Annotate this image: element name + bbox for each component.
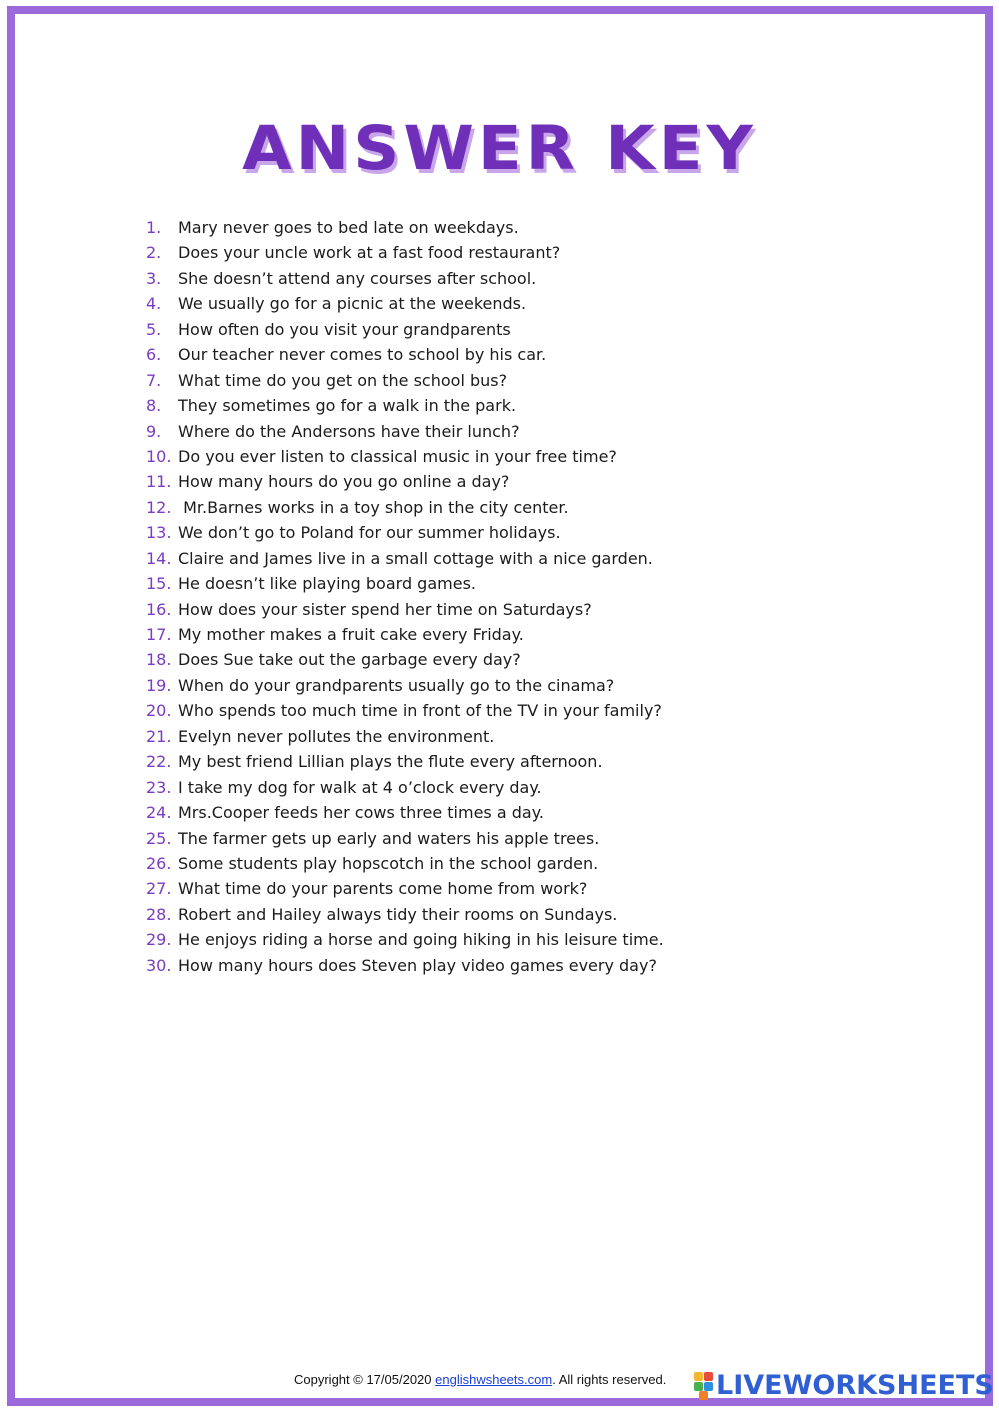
logo-blocks-icon — [694, 1372, 714, 1400]
answer-item — [146, 953, 664, 978]
answer-number: 30. — [146, 955, 172, 975]
answer-text: Mrs.Cooper feeds her cows three times a day. — [178, 803, 544, 823]
answer-text: Evelyn never pollutes the environment. — [178, 726, 495, 746]
answer-item — [146, 622, 664, 647]
answer-number: 4. — [146, 294, 162, 314]
answer-number: 26. — [146, 853, 172, 873]
answer-number: 12. — [146, 497, 172, 517]
copyright-footer — [294, 1372, 666, 1387]
answer-text: He doesn’t like playing board games. — [178, 574, 476, 594]
answer-text: Robert and Hailey always tidy their rooms on Sundays. — [178, 904, 618, 924]
answer-number: 10. — [146, 446, 172, 466]
answer-number: 2. — [146, 243, 162, 263]
answer-number: 18. — [146, 650, 172, 670]
answer-text: How many hours do you go online a day? — [178, 472, 510, 492]
answer-text: She doesn’t attend any courses after school. — [178, 268, 537, 288]
answer-text: What time do your parents come home from work? — [178, 879, 588, 899]
answer-text: What time do you get on the school bus? — [178, 370, 508, 390]
answer-text: We don’t go to Poland for our summer holidays. — [178, 523, 561, 543]
answer-text: Mr.Barnes works in a toy shop in the city center. — [178, 497, 569, 517]
answer-number: 15. — [146, 574, 172, 594]
answer-item — [146, 469, 664, 494]
answer-item — [146, 724, 664, 749]
liveworksheets-logo[interactable] — [694, 1372, 994, 1400]
answer-item — [146, 851, 664, 876]
answer-item — [146, 546, 664, 571]
page-title: ANSWER KEY — [242, 113, 757, 185]
answer-text: How does your sister spend her time on Saturdays? — [178, 599, 592, 619]
answer-number: 19. — [146, 675, 172, 695]
answer-number: 5. — [146, 319, 162, 339]
answer-number: 25. — [146, 828, 172, 848]
answer-text: Do you ever listen to classical music in your free time? — [178, 446, 617, 466]
answer-number: 14. — [146, 548, 172, 568]
answer-item — [146, 240, 664, 265]
answer-text: We usually go for a picnic at the weekends. — [178, 294, 527, 314]
answer-item — [146, 419, 664, 444]
answer-number: 24. — [146, 803, 172, 823]
logo-text: LIVEWORKSHEETS — [716, 1370, 994, 1401]
answer-item — [146, 698, 664, 723]
answer-number: 1. — [146, 218, 162, 237]
answer-number: 6. — [146, 345, 162, 365]
answer-number: 28. — [146, 904, 172, 924]
answer-item — [146, 571, 664, 596]
answer-item — [146, 393, 664, 418]
answer-text: Who spends too much time in front of the TV in your family? — [178, 701, 662, 721]
answer-item — [146, 876, 664, 901]
answer-item — [146, 647, 664, 672]
answer-text: Does your uncle work at a fast food restaurant? — [178, 243, 561, 263]
answer-item — [146, 800, 664, 825]
answer-number: 8. — [146, 396, 162, 416]
answer-text: Our teacher never comes to school by his car. — [178, 345, 547, 365]
answer-text: The farmer gets up early and waters his apple trees. — [178, 828, 600, 848]
answer-text: Does Sue take out the garbage every day? — [178, 650, 521, 670]
answer-item — [146, 317, 664, 342]
answer-list — [146, 215, 664, 978]
source-link[interactable]: englishwsheets.com — [435, 1372, 553, 1387]
answer-number: 16. — [146, 599, 172, 619]
answer-item — [146, 291, 664, 316]
answer-item — [146, 927, 664, 952]
answer-number: 9. — [146, 421, 162, 441]
answer-item — [146, 749, 664, 774]
answer-number: 20. — [146, 701, 172, 721]
answer-text: He enjoys riding a horse and going hiking in his leisure time. — [178, 930, 664, 950]
answer-item — [146, 266, 664, 291]
answer-item — [146, 520, 664, 545]
copyright-suffix: . All rights reserved. — [552, 1372, 667, 1387]
answer-number: 3. — [146, 268, 162, 288]
answer-text: How many hours does Steven play video games every day? — [178, 955, 657, 975]
answer-item — [146, 444, 664, 469]
answer-item — [146, 902, 664, 927]
answer-text: Some students play hopscotch in the school garden. — [178, 853, 599, 873]
answer-item — [146, 215, 664, 240]
answer-number: 27. — [146, 879, 172, 899]
answer-number: 11. — [146, 472, 172, 492]
answer-text: Mary never goes to bed late on weekdays. — [178, 218, 519, 237]
answer-item — [146, 342, 664, 367]
answer-item — [146, 597, 664, 622]
answer-text: I take my dog for walk at 4 o’clock every day. — [178, 777, 542, 797]
answer-text: My mother makes a fruit cake every Friday. — [178, 625, 524, 644]
answer-number: 22. — [146, 752, 172, 772]
answer-text: How often do you visit your grandparents — [178, 319, 511, 339]
answer-text: My best friend Lillian plays the flute every afternoon. — [178, 752, 603, 772]
answer-text: Where do the Andersons have their lunch? — [178, 421, 520, 441]
answer-item — [146, 495, 664, 520]
answer-item — [146, 826, 664, 851]
answer-item — [146, 673, 664, 698]
answer-number: 17. — [146, 625, 172, 644]
answer-number: 29. — [146, 930, 172, 950]
answer-item — [146, 775, 664, 800]
answer-number: 13. — [146, 523, 172, 543]
answer-text: Claire and James live in a small cottage with a nice garden. — [178, 548, 653, 568]
answer-number: 23. — [146, 777, 172, 797]
copyright-prefix: Copyright © 17/05/2020 — [294, 1372, 436, 1387]
answer-text: When do your grandparents usually go to the cinama? — [178, 675, 615, 695]
answer-text: They sometimes go for a walk in the park. — [178, 396, 517, 416]
answer-number: 21. — [146, 726, 172, 746]
answer-item — [146, 368, 664, 393]
answer-number: 7. — [146, 370, 162, 390]
